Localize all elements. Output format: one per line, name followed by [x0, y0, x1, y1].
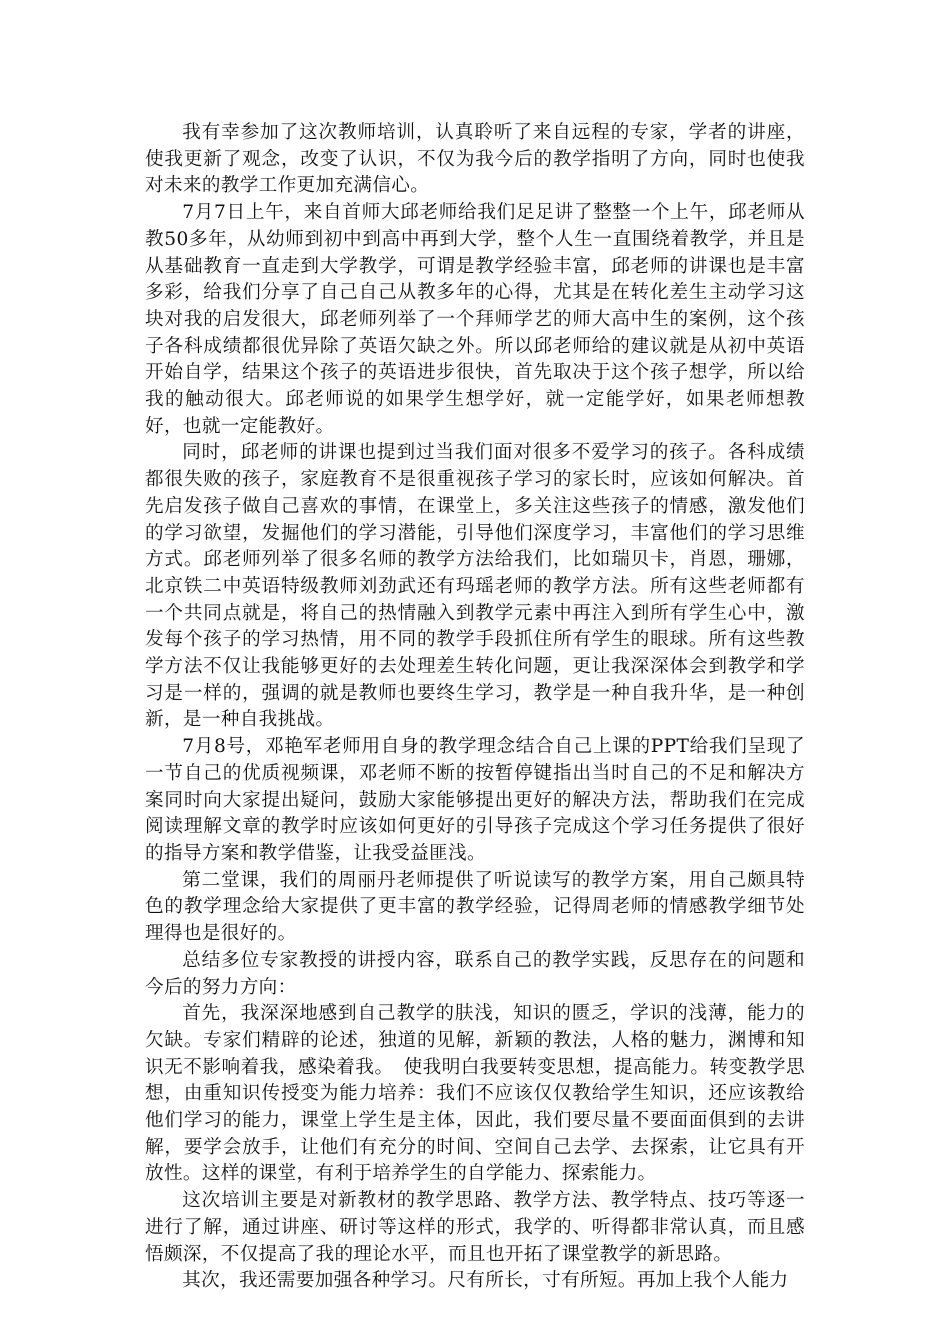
paragraph-9: 其次，我还需要加强各种学习。尺有所长，寸有所短。再加上我个人能力 [182, 1270, 789, 1292]
paragraph-6: 总结多位专家教授的讲授内容，联系自己的教学实践，反思存在的问题和今后的努力方向： [145, 949, 805, 998]
document-body [145, 120, 805, 1295]
paragraph-8: 这次培训主要是对新教材的教学思路、教学方法、教学特点、技巧等逐一进行了解，通过讲座、研讨等这样的形式，我学的、听得都非常认真，而且感悟颇深，不仅提高了我的理论水平，而且也开拓了课堂教学的新思路。 [145, 1190, 805, 1265]
paragraph-2: 7月7日上午，来自首师大邱老师给我们足足讲了整整一个上午，邱老师从教50多年，从幼师到初中到高中再到大学，整个人生一直围绕着教学，并且是从基础教育一直走到大学教学，可谓是教学经验丰富，邱老师的讲课也是丰富多彩，给我们分享了自己自己从教多年的心得，尤其是在转化差生主动学习这块对我的启发很大，邱老师列举了一个拜师学艺的师大高中生的案例，这个孩子各科成绩都很优异除了英语欠缺之外。所以邱老师给的建议就是从初中英语开始自学，结果这个孩子的英语进步很快，首先取决于这个孩子想学，所以给我的触动很大。邱老师说的如果学生想学好，就一定能学好，如果老师想教好，也就一定能教好。 [145, 202, 805, 437]
paragraph-3: 同时，邱老师的讲课也提到过当我们面对很多不爱学习的孩子。各科成绩都很失败的孩子，家庭教育不是很重视孩子学习的家长时，应该如何解决。首先启发孩子做自己喜欢的事情，在课堂上，多关注这些孩子的情感，激发他们的学习欲望，发掘他们的学习潜能，引导他们深度学习，丰富他们的学习思维方式。邱老师列举了很多名师的教学方法给我们，比如瑞贝卡，肖恩，珊娜，北京铁二中英语特级教师刘劲武还有玛瑶老师的教学方法。所有这些老师都有一个共同点就是，将自己的热情融入到教学元素中再注入到所有学生心中，激发每个孩子的学习热情，用不同的教学手段抓住所有学生的眼球。所有这些教学方法不仅让我能够更好的去处理差生转化问题，更让我深深体会到教学和学习是一样的，强调的就是教师也要终生学习，教学是一种自我升华，是一种创新，是一种自我挑战。 [145, 442, 805, 731]
paragraph-7: 首先，我深深地感到自己教学的肤浅，知识的匮乏，学识的浅薄，能力的欠缺。专家们精辟的论述，独道的见解，新颖的教法，人格的魅力，渊博和知识无不影响着我，感染着我。 使我明白我要转变思想，提高能力。转变教学思想，由重知识传授变为能力培养：我们不应该仅仅教给学生知识，还应该教给他们学习的能力，课堂上学生是主体，因此，我们要尽量不要面面俱到的去讲解，要学会放手，让他们有充分的时间、空间自己去学、去探索，让它具有开放性。这样的课堂，有利于培养学生的自学能力、探索能力。 [145, 1003, 805, 1185]
paragraph-1: 我有幸参加了这次教师培训，认真聆听了来自远程的专家，学者的讲座，使我更新了观念，改变了认识，不仅为我今后的教学指明了方向，同时也使我对未来的教学工作更加充满信心。 [145, 122, 805, 197]
paragraph-5: 第二堂课，我们的周丽丹老师提供了听说读写的教学方案，用自己颇具特色的教学理念给大家提供了更丰富的教学经验，记得周老师的情感教学细节处理得也是很好的。 [145, 869, 805, 945]
paragraph-4: 7月8号，邓艳军老师用自身的教学理念结合自己上课的PPT给我们呈现了一节自己的优质视频课，邓老师不断的按暂停键指出当时自己的不足和解决方案同时向大家提出疑问，鼓励大家能够提出更好的解决方法，帮助我们在完成阅读理解文章的教学时应该如何更好的引导孩子完成这个学习任务提供了很好的指导方案和教学借鉴，让我受益匪浅。 [145, 736, 805, 864]
